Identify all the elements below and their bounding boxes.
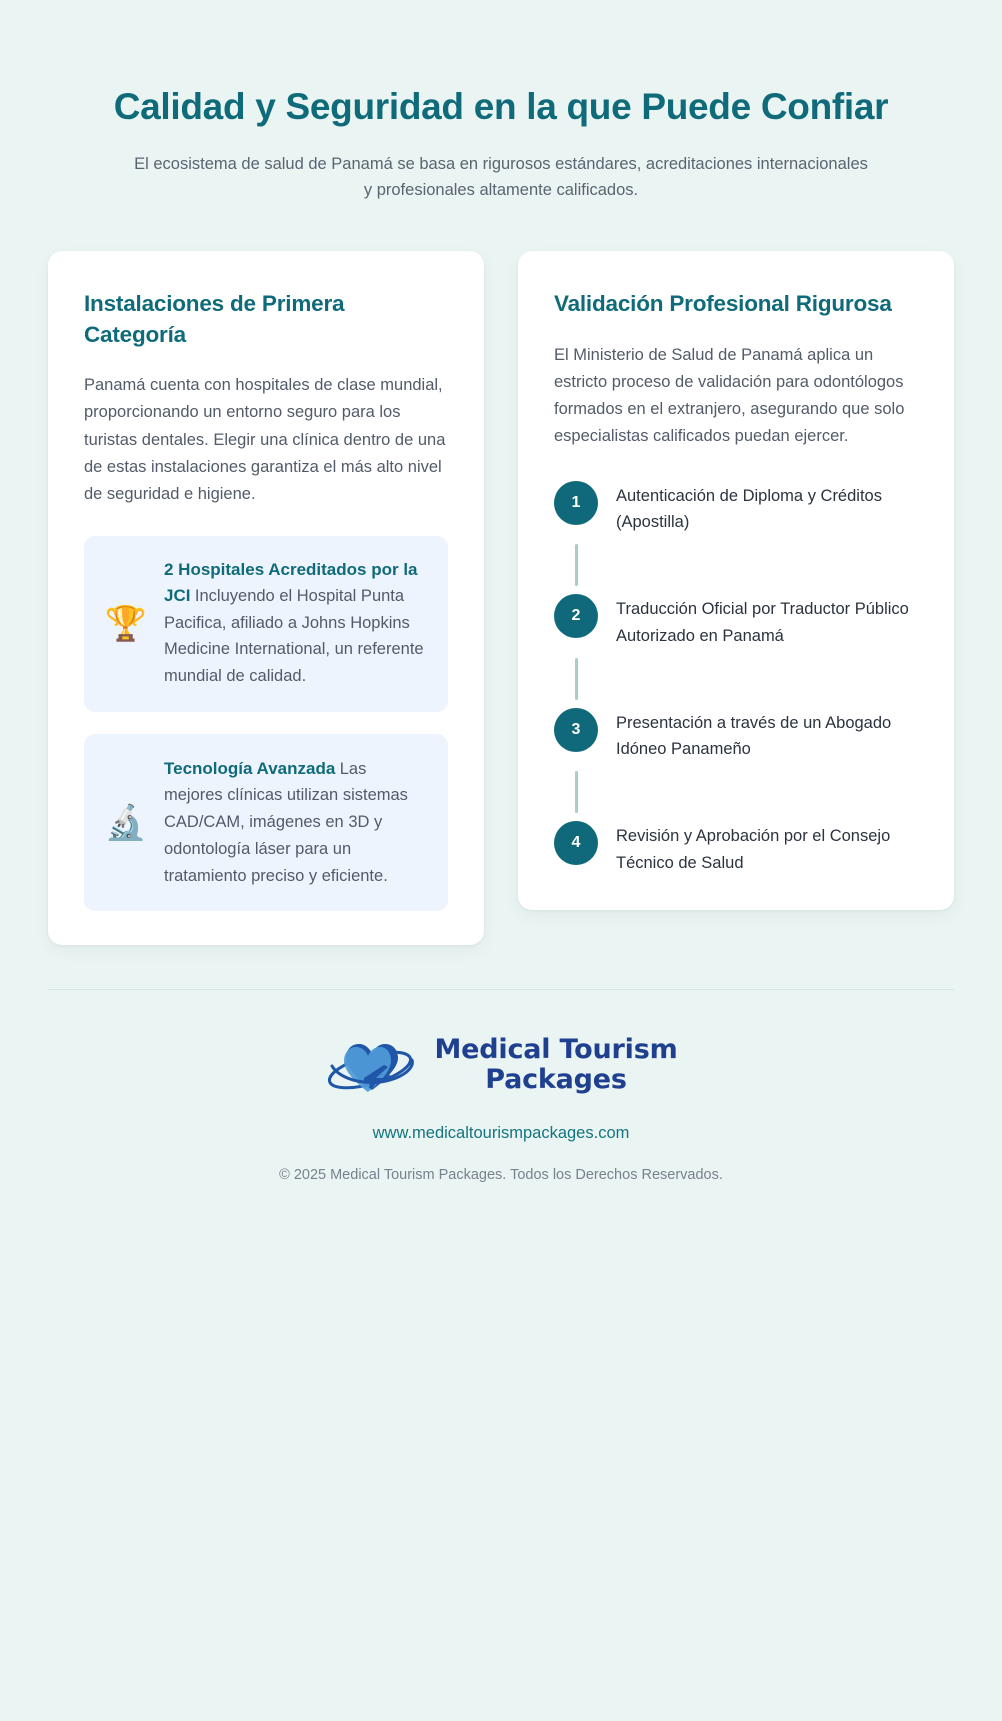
logo-wordmark [434, 1035, 677, 1095]
highlight-text [164, 558, 426, 690]
cards-grid [48, 251, 954, 945]
step-rail [554, 650, 598, 708]
step-number-badge: 1 [554, 481, 598, 525]
step-connector-row [554, 650, 918, 708]
step-connector-row [554, 763, 918, 821]
trophy-icon: 🏆 [104, 604, 148, 643]
step-number-badge: 4 [554, 821, 598, 865]
highlight-title: 2 Hospitales Acreditados por la JCI [164, 560, 418, 605]
highlight-list [84, 536, 448, 911]
card-facilities-title: Instalaciones de Primera Categoría [84, 291, 345, 347]
step-label: Revisión y Aprobación por el Consejo Técnico de Salud [616, 826, 891, 872]
logo-line-2: Packages [485, 1064, 627, 1096]
card-validation-body: El Ministerio de Salud de Panamá aplica un estricto proceso de validación para odontólogos formados en el extranjero, asegurando que solo especialistas calificados puedan ejercer. [554, 345, 905, 446]
website-link[interactable]: www.medicaltourismpackages.com [372, 1124, 630, 1143]
step-connector-line [575, 544, 578, 586]
footer-divider [48, 989, 954, 990]
highlight-text [164, 756, 426, 890]
step-connector-line [575, 658, 578, 700]
highlight-title: Tecnología Avanzada [164, 758, 336, 778]
validation-steps-list [554, 481, 918, 877]
step-connector-line [575, 771, 578, 813]
brand-logo [48, 1034, 954, 1096]
copyright-text: © 2025 Medical Tourism Packages. Todos los Derechos Reservados. [279, 1167, 723, 1184]
step-rail [554, 536, 598, 594]
heart-airplane-orbit-logo-icon [324, 1034, 420, 1096]
page-subtitle: El ecosistema de salud de Panamá se basa en rigurosos estándares, acreditaciones internacionales y profesionales altamente calificados. [134, 155, 868, 199]
card-validation [518, 251, 954, 910]
step-label: Presentación a través de un Abogado Idóneo Panameño [616, 713, 892, 759]
step-label: Autenticación de Diploma y Créditos (Apostilla) [616, 486, 882, 532]
step-rail [554, 708, 598, 763]
page-title: Calidad y Seguridad en la que Puede Confiar [113, 86, 889, 127]
highlight-jci-hospitals [84, 536, 448, 712]
card-facilities [48, 251, 484, 945]
page-header [48, 0, 954, 203]
step-rail [554, 481, 598, 536]
page-footer [48, 989, 954, 1223]
step-rail [554, 763, 598, 821]
microscope-icon: 🔬 [104, 803, 148, 842]
logo-line-1: Medical Tourism [434, 1034, 678, 1066]
step-rail [554, 821, 598, 876]
step-item [554, 708, 918, 763]
step-connector-row [554, 536, 918, 594]
card-facilities-body: Panamá cuenta con hospitales de clase mundial, proporcionando un entorno seguro para los turistas dentales. Elegir una clínica dentro de una de estas instalaciones garantiza el más alto nivel de seguridad e higiene. [84, 376, 446, 503]
step-label: Traducción Oficial por Traductor Público Autorizado en Panamá [616, 600, 909, 645]
step-rail [554, 594, 598, 649]
step-item [554, 821, 918, 876]
highlight-description: Las mejores clínicas utilizan sistemas CAD/CAM, imágenes en 3D y odontología láser para un tratamiento preciso y eficiente. [164, 759, 408, 885]
card-validation-title: Validación Profesional Rigurosa [554, 291, 892, 317]
step-number-badge: 2 [554, 594, 598, 638]
highlight-advanced-technology [84, 734, 448, 912]
step-number-badge: 3 [554, 708, 598, 752]
step-item [554, 594, 918, 649]
highlight-description: Incluyendo el Hospital Punta Pacifica, afiliado a Johns Hopkins Medicine International, un referente mundial de calidad. [164, 586, 424, 686]
step-item [554, 481, 918, 536]
